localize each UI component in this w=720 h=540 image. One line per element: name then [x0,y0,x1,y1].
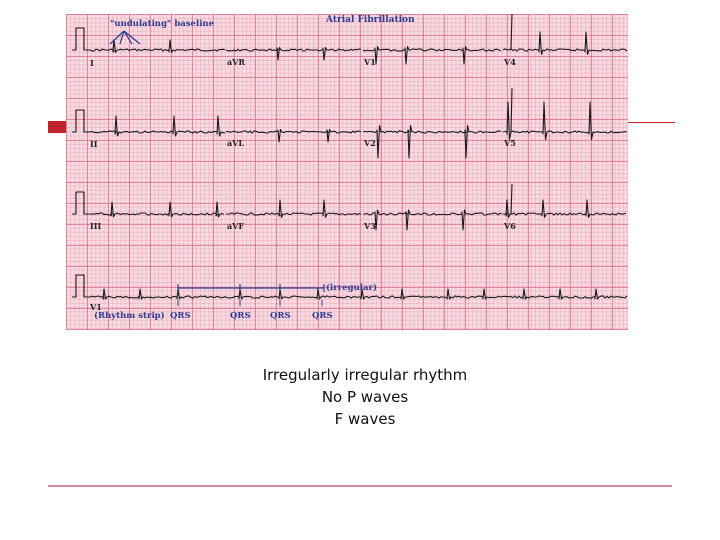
ecg-trace [226,48,361,61]
ecg-trace [503,32,627,55]
qrs-annotation: QRS [170,311,191,321]
lead-label: V4 [504,57,516,67]
ecg-trace [90,116,225,136]
lead-label: V1 [364,57,376,67]
lead-label: V2 [364,138,376,148]
lead-label: I [90,58,94,68]
caption-line: Irregularly irregular rhythm [262,366,468,384]
ecg-trace [503,102,627,140]
ecg-trace [226,130,361,143]
baseline-annotation: "undulating" baseline [110,19,215,29]
lead-label: aVR [227,57,246,67]
ecg-image [66,14,628,330]
ecg-trace [363,126,501,159]
qrs-pointers [178,300,322,306]
caption-line: No P waves [321,388,409,406]
qrs-annotation: QRS [312,311,333,321]
lead-label: V5 [504,138,516,148]
ecg-title: Atrial Fibrillation [326,15,415,25]
qrs-annotation: QRS [230,311,251,321]
lead-label: V6 [504,221,516,231]
lead-label: aVL [227,138,245,148]
calibration-pulse [72,28,90,50]
lead-label: II [90,139,98,149]
bottom-rule [48,485,672,487]
accent-bar [48,121,66,133]
ecg-trace [363,47,501,65]
irregular-annotation: (irregular) [326,283,377,293]
ecg-trace [511,184,512,214]
lead-label: aVF [227,221,245,231]
ecg-trace [503,200,626,218]
ecg-trace [363,210,502,230]
accent-line [628,122,675,123]
qrs-annotation: QRS [270,311,291,321]
irregular-bracket [178,284,324,292]
calibration-pulse [72,192,90,214]
calibration-pulse [72,275,90,297]
lead-label: III [90,221,102,231]
ecg-trace [226,200,361,218]
ecg-trace [90,202,224,217]
ecg-trace [90,40,225,53]
ecg-trace [511,14,512,50]
calibration-pulse [72,110,90,132]
ecg-trace [511,88,512,132]
lead-label: V1 [90,302,102,312]
caption-line: F waves [334,410,396,428]
rhythm-strip-annotation: (Rhythm strip) [94,311,165,321]
lead-label: V3 [364,221,376,231]
